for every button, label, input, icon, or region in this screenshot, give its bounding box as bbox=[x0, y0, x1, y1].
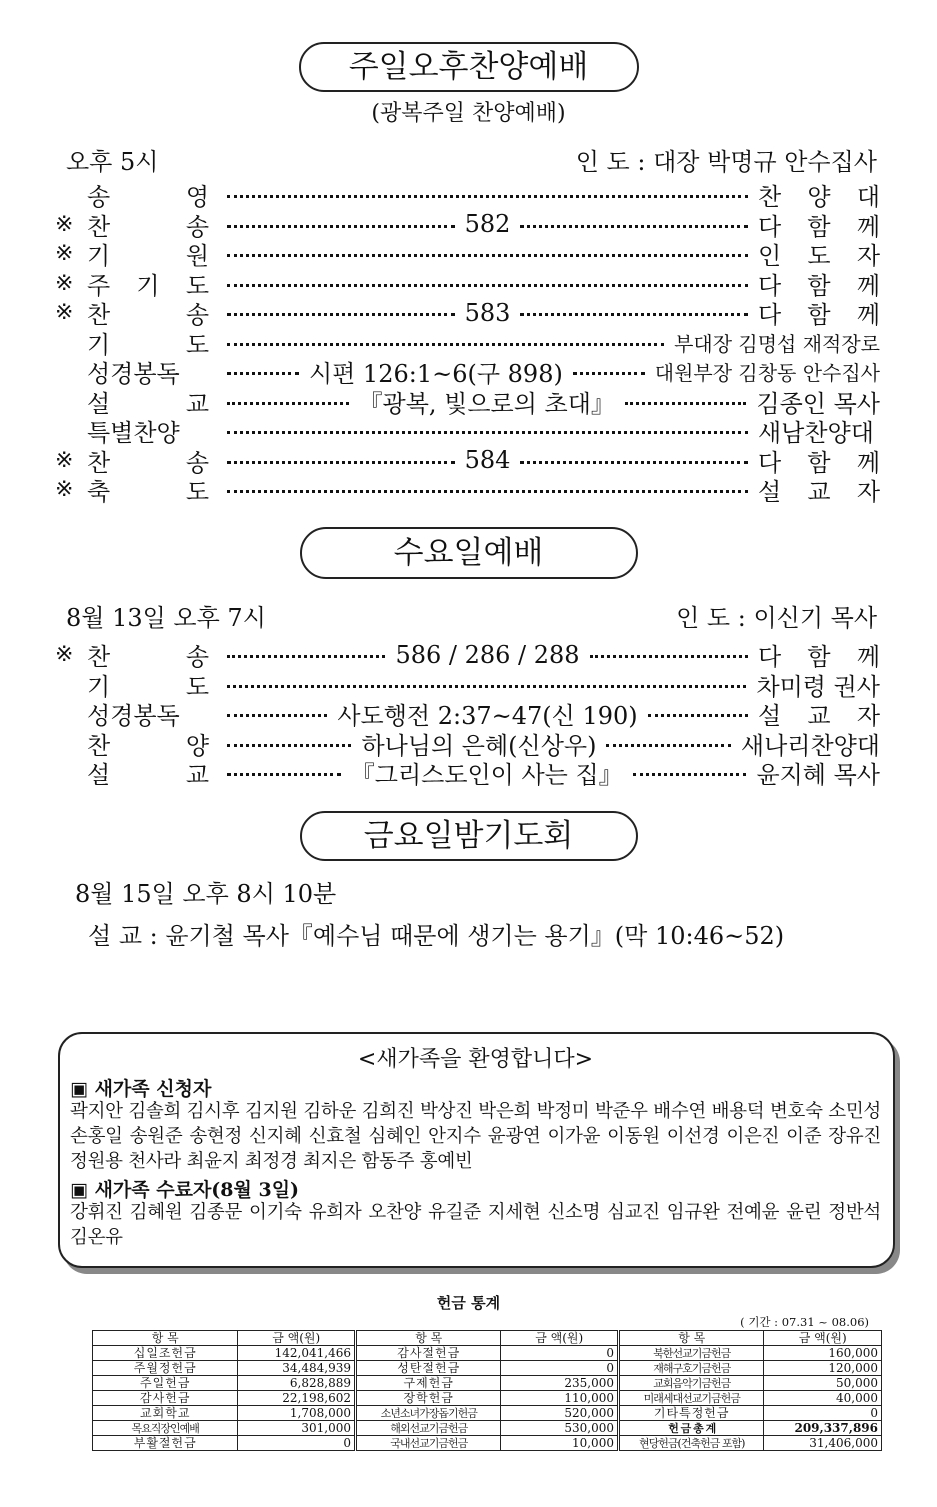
new-family-title: <새가족을 환영합니다> bbox=[357, 1047, 594, 1072]
offering-amount: 209,337,896 bbox=[764, 1421, 882, 1436]
dots bbox=[573, 372, 645, 375]
dot-leader bbox=[223, 299, 752, 327]
offering-amount: 520,000 bbox=[501, 1406, 619, 1421]
program-detail: 『광복, 빛으로의 초대』 bbox=[358, 389, 615, 418]
program-row bbox=[55, 446, 880, 476]
offering-amount: 22,198,602 bbox=[238, 1391, 356, 1406]
standing-mark: ※ bbox=[55, 270, 74, 296]
program-row bbox=[55, 670, 880, 700]
offering-table bbox=[92, 1330, 882, 1451]
sunday-program bbox=[55, 180, 880, 505]
dots bbox=[606, 744, 730, 747]
program-detail: 584 bbox=[464, 446, 511, 475]
applicants-heading: ▣ 새가족 신청자 bbox=[70, 1078, 212, 1100]
dots bbox=[227, 461, 455, 464]
offering-row bbox=[93, 1436, 882, 1451]
offering-amount: 31,406,000 bbox=[764, 1436, 882, 1451]
program-row bbox=[55, 640, 880, 670]
offering-item: 주월정헌금 bbox=[93, 1361, 238, 1376]
offering-row bbox=[93, 1391, 882, 1406]
wednesday-leader: 인 도 : 이신기 목사 bbox=[676, 604, 877, 632]
sunday-time: 오후 5시 bbox=[66, 148, 159, 176]
wednesday-header bbox=[66, 598, 877, 633]
offering-amount: 0 bbox=[238, 1436, 356, 1451]
program-person: 인 도 자 bbox=[758, 242, 880, 271]
program-person: 부대장 김명섭 재적장로 bbox=[674, 331, 880, 356]
offering-item: 헌 금 총 계 bbox=[618, 1421, 763, 1436]
offering-item: 감사절헌금 bbox=[355, 1346, 500, 1361]
dots bbox=[648, 714, 748, 717]
offering-item: 감사헌금 bbox=[93, 1391, 238, 1406]
sunday-header bbox=[66, 142, 877, 177]
graduates-heading: ▣ 새가족 수료자(8월 3일) bbox=[70, 1179, 300, 1201]
dots bbox=[520, 225, 748, 228]
wednesday-time: 8월 13일 오후 7시 bbox=[66, 604, 266, 632]
dot-leader bbox=[223, 193, 752, 196]
dot-leader bbox=[223, 429, 752, 432]
program-row bbox=[55, 357, 880, 387]
offering-amount: 0 bbox=[501, 1346, 619, 1361]
program-label: 축 도 bbox=[87, 478, 209, 507]
offering-amount: 0 bbox=[764, 1406, 882, 1421]
dot-leader bbox=[223, 446, 752, 474]
offering-amount: 120,000 bbox=[764, 1361, 882, 1376]
dot-leader bbox=[223, 341, 668, 344]
dots bbox=[227, 714, 327, 717]
program-label: 기 원 bbox=[87, 242, 209, 271]
program-row bbox=[55, 387, 880, 417]
program-row bbox=[55, 699, 880, 729]
offering-period: ( 기간 : 07.31 ~ 08.06) bbox=[740, 1315, 869, 1329]
dots bbox=[520, 313, 748, 316]
dots bbox=[227, 225, 455, 228]
program-label: 찬 송 bbox=[87, 448, 209, 477]
program-label: 설 교 bbox=[87, 761, 209, 790]
program-row bbox=[55, 180, 880, 210]
dots bbox=[227, 685, 746, 688]
offering-header-cell: 금 액(원) bbox=[764, 1331, 882, 1346]
program-person: 새남찬양대 bbox=[758, 419, 874, 448]
sunday-leader: 인 도 : 대장 박명규 안수집사 bbox=[575, 148, 877, 176]
offering-item: 교회학교 bbox=[93, 1406, 238, 1421]
program-detail: 하나님의 은혜(신상우) bbox=[361, 731, 597, 760]
standing-mark: ※ bbox=[55, 447, 74, 473]
program-row bbox=[55, 239, 880, 269]
friday-title: 금요일밤기도회 bbox=[300, 811, 638, 861]
offering-item: 소년소녀가장돕기헌금 bbox=[355, 1406, 500, 1421]
program-label: 찬 양 bbox=[87, 731, 209, 760]
dots bbox=[227, 431, 748, 434]
offering-amount: 50,000 bbox=[764, 1376, 882, 1391]
dot-leader bbox=[223, 282, 752, 285]
offering-amount: 10,000 bbox=[501, 1436, 619, 1451]
offering-header-cell: 항 목 bbox=[355, 1331, 500, 1346]
dot-leader bbox=[223, 755, 750, 790]
offering-item: 기타특정헌금 bbox=[618, 1406, 763, 1421]
offering-item: 북한선교기금헌금 bbox=[618, 1346, 763, 1361]
program-label: 기 도 bbox=[87, 330, 209, 359]
dots bbox=[227, 655, 385, 658]
offering-row bbox=[93, 1361, 882, 1376]
dot-leader bbox=[223, 488, 752, 491]
dots bbox=[227, 744, 351, 747]
offering-amount: 160,000 bbox=[764, 1346, 882, 1361]
dots bbox=[227, 284, 748, 287]
program-person: 다 함 께 bbox=[758, 212, 880, 241]
offering-amount: 40,000 bbox=[764, 1391, 882, 1406]
new-family-box bbox=[58, 1032, 895, 1268]
program-detail: 『그리스도인이 사는 집』 bbox=[350, 761, 623, 790]
offering-amount: 235,000 bbox=[501, 1376, 619, 1391]
applicants-list: 곽지안 김솔희 김시후 김지원 김하운 김희진 박상진 박은희 박정미 박준우 배수연 배용덕 변호숙 소민성 손홍일 송원준 송현정 신지혜 신효철 심혜인 안지수 윤광연 이가윤 이동원 이선경 이은진 이준 장유진 정원용 천사라 최윤지 최정경 최지은 함동주 홍예빈 bbox=[70, 1101, 881, 1172]
offering-amount: 0 bbox=[501, 1361, 619, 1376]
dot-leader bbox=[223, 641, 752, 669]
offering-amount: 110,000 bbox=[501, 1391, 619, 1406]
offering-row bbox=[93, 1346, 882, 1361]
program-person: 찬 양 대 bbox=[758, 183, 880, 212]
offering-amount: 142,041,466 bbox=[238, 1346, 356, 1361]
dot-leader bbox=[223, 384, 750, 419]
offering-row bbox=[93, 1406, 882, 1421]
offering-item: 성탄절헌금 bbox=[355, 1361, 500, 1376]
program-person: 김종인 목사 bbox=[756, 389, 880, 418]
friday-sermon: 설 교 : 윤기철 목사『예수님 때문에 생기는 용기』(막 10:46~52) bbox=[88, 922, 785, 950]
sunday-title: 주일오후찬양예배 bbox=[299, 42, 639, 92]
offering-item: 장학헌금 bbox=[355, 1391, 500, 1406]
program-person: 설 교 자 bbox=[758, 478, 880, 507]
offering-amount: 530,000 bbox=[501, 1421, 619, 1436]
offering-item: 십일조헌금 bbox=[93, 1346, 238, 1361]
offering-header-cell: 금 액(원) bbox=[501, 1331, 619, 1346]
program-label: 찬 송 bbox=[87, 643, 209, 672]
dots bbox=[227, 343, 664, 346]
offering-amount: 301,000 bbox=[238, 1421, 356, 1436]
offering-header-cell: 항 목 bbox=[618, 1331, 763, 1346]
program-label: 성경봉독 bbox=[87, 360, 180, 389]
program-person: 다 함 께 bbox=[758, 301, 880, 330]
dots bbox=[227, 195, 748, 198]
program-person: 설 교 자 bbox=[758, 702, 880, 731]
offering-item: 교회음악기금헌금 bbox=[618, 1376, 763, 1391]
program-row bbox=[55, 416, 880, 446]
offering-item: 해외선교기금헌금 bbox=[355, 1421, 500, 1436]
program-row bbox=[55, 729, 880, 759]
offering-item: 재해구호기금헌금 bbox=[618, 1361, 763, 1376]
program-detail: 583 bbox=[464, 298, 511, 327]
offering-header-cell: 금 액(원) bbox=[238, 1331, 356, 1346]
program-row bbox=[55, 758, 880, 788]
offering-row bbox=[93, 1421, 882, 1436]
offering-amount: 34,484,939 bbox=[238, 1361, 356, 1376]
program-row bbox=[55, 298, 880, 328]
standing-mark: ※ bbox=[55, 477, 74, 503]
program-label: 송 영 bbox=[87, 183, 209, 212]
program-person: 다 함 께 bbox=[758, 643, 880, 672]
dots bbox=[227, 313, 455, 316]
dots bbox=[590, 655, 748, 658]
friday-time: 8월 15일 오후 8시 10분 bbox=[75, 880, 337, 908]
program-person: 다 함 께 bbox=[758, 448, 880, 477]
standing-mark: ※ bbox=[55, 211, 74, 237]
program-detail: 사도행전 2:37~47(신 190) bbox=[337, 702, 638, 731]
offering-amount: 6,828,889 bbox=[238, 1376, 356, 1391]
program-detail: 시편 126:1~6(구 898) bbox=[308, 360, 563, 389]
offering-item: 주일헌금 bbox=[93, 1376, 238, 1391]
program-row bbox=[55, 269, 880, 299]
dots bbox=[227, 773, 341, 776]
dot-leader bbox=[223, 252, 752, 255]
program-detail: 586 / 286 / 288 bbox=[395, 640, 580, 669]
offering-item: 구제헌금 bbox=[355, 1376, 500, 1391]
program-row bbox=[55, 210, 880, 240]
graduates-list: 강휘진 김혜원 김종문 이기숙 유희자 오찬양 유길준 지세현 신소명 심교진 임규완 전예윤 윤린 정반석 김온유 bbox=[70, 1202, 881, 1248]
dot-leader bbox=[223, 683, 750, 686]
program-label: 찬 송 bbox=[87, 212, 209, 241]
wednesday-program bbox=[55, 640, 880, 788]
offering-item: 부활절헌금 bbox=[93, 1436, 238, 1451]
dots bbox=[227, 254, 748, 257]
program-person: 새나리찬양대 bbox=[740, 731, 880, 760]
offering-item: 국내선교기금헌금 bbox=[355, 1436, 500, 1451]
dots bbox=[227, 490, 748, 493]
program-label: 주 기 도 bbox=[87, 271, 209, 300]
dots bbox=[520, 461, 748, 464]
offering-row bbox=[93, 1376, 882, 1391]
sunday-subtitle: (광복주일 찬양예배) bbox=[371, 101, 566, 126]
dots bbox=[625, 402, 747, 405]
program-label: 기 도 bbox=[87, 672, 209, 701]
offering-amount: 1,708,000 bbox=[238, 1406, 356, 1421]
wednesday-title: 수요일예배 bbox=[300, 527, 638, 579]
program-person: 대원부장 김창동 안수집사 bbox=[654, 361, 880, 386]
program-person: 차미령 권사 bbox=[756, 672, 880, 701]
dots bbox=[227, 402, 349, 405]
standing-mark: ※ bbox=[55, 300, 74, 326]
standing-mark: ※ bbox=[55, 241, 74, 267]
program-label: 설 교 bbox=[87, 389, 209, 418]
program-label: 찬 송 bbox=[87, 301, 209, 330]
program-detail: 582 bbox=[464, 210, 511, 239]
dot-leader bbox=[223, 210, 752, 238]
program-person: 다 함 께 bbox=[758, 271, 880, 300]
standing-mark: ※ bbox=[55, 642, 74, 668]
offering-header-row bbox=[93, 1331, 882, 1346]
offering-item: 미래세대선교기금헌금 bbox=[618, 1391, 763, 1406]
dots bbox=[633, 773, 747, 776]
program-label: 특별찬양 bbox=[87, 419, 180, 448]
offering-item: 현당헌금(건축헌금 포함) bbox=[618, 1436, 763, 1451]
program-row bbox=[55, 475, 880, 505]
program-row bbox=[55, 328, 880, 358]
program-person: 윤지혜 목사 bbox=[756, 761, 880, 790]
program-label: 성경봉독 bbox=[87, 702, 180, 731]
offering-header-cell: 항 목 bbox=[93, 1331, 238, 1346]
dots bbox=[227, 372, 299, 375]
offering-item: 목요직장인예배 bbox=[93, 1421, 238, 1436]
offering-title: 헌금 통계 bbox=[436, 1294, 501, 1312]
